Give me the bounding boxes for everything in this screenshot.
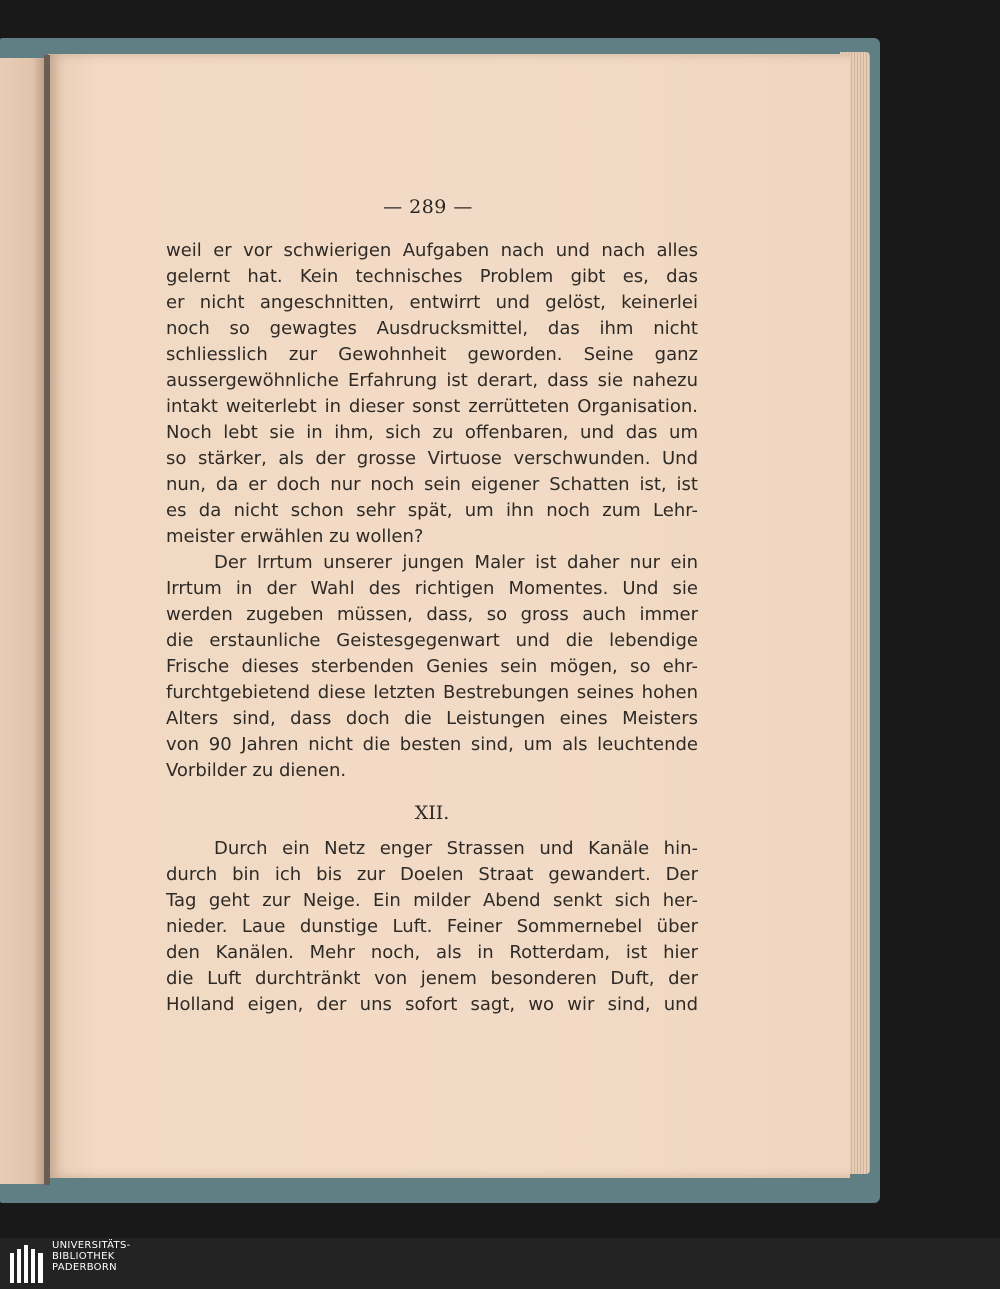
text-line: aussergewöhnliche Erfahrung ist derart, dass sie nahezu bbox=[166, 370, 698, 391]
text-line: die Luft durchtränkt von jenem besonderen Duft, der bbox=[166, 968, 698, 989]
text-line: gelernt hat. Kein technisches Problem gibt es, das bbox=[166, 266, 698, 287]
text-line: Noch lebt sie in ihm, sich zu offenbaren, und das um bbox=[166, 422, 698, 443]
text-line: werden zugeben müssen, dass, so gross auch immer bbox=[166, 604, 698, 625]
logo-line: BIBLIOTHEK bbox=[52, 1251, 115, 1262]
text-line: nieder. Laue dunstige Luft. Feiner Sommernebel über bbox=[166, 916, 698, 937]
logo-line: PADERBORN bbox=[52, 1262, 117, 1273]
text-line: noch so gewagtes Ausdrucksmittel, das ihm nicht bbox=[166, 318, 698, 339]
text-line: den Kanälen. Mehr noch, als in Rotterdam, ist hier bbox=[166, 942, 698, 963]
text-line: Alters sind, dass doch die Leistungen eines Meisters bbox=[166, 708, 698, 729]
library-logo-icon bbox=[10, 1243, 46, 1283]
text-line: weil er vor schwierigen Aufgaben nach und nach alles bbox=[166, 240, 698, 261]
paragraph-2 bbox=[166, 550, 698, 784]
text-line: furchtgebietend diese letzten Bestrebungen seines hohen bbox=[166, 682, 698, 703]
text-line: intakt weiterlebt in dieser sonst zerrütteten Organisation. bbox=[166, 396, 698, 417]
text-line: Der Irrtum unserer jungen Maler ist daher nur ein bbox=[214, 552, 698, 573]
paragraph-3 bbox=[166, 836, 698, 1018]
text-line: er nicht angeschnitten, entwirrt und gelöst, keinerlei bbox=[166, 292, 698, 313]
book-gutter bbox=[44, 55, 50, 1185]
left-page bbox=[0, 58, 46, 1184]
library-logo-text bbox=[52, 1240, 131, 1273]
text-line: nun, da er doch nur noch sein eigener Schatten ist, ist bbox=[166, 474, 698, 495]
text-line: Frische dieses sterbenden Genies sein mögen, so ehr- bbox=[166, 656, 698, 677]
page-text bbox=[166, 238, 698, 1018]
text-line: Irrtum in der Wahl des richtigen Momentes. Und sie bbox=[166, 578, 698, 599]
text-line: es da nicht schon sehr spät, um ihn noch zum Lehr- bbox=[166, 500, 698, 521]
paragraph-1 bbox=[166, 238, 698, 550]
logo-line: UNIVERSITÄTS- bbox=[52, 1240, 131, 1251]
text-line: meister erwählen zu wollen? bbox=[166, 526, 424, 547]
text-line: durch bin ich bis zur Doelen Straat gewandert. Der bbox=[166, 864, 698, 885]
page-number: — 289 — bbox=[383, 196, 473, 218]
text-line: Vorbilder zu dienen. bbox=[166, 760, 347, 781]
library-footer bbox=[0, 1238, 1000, 1289]
section-heading: XII. bbox=[414, 802, 450, 824]
text-line: Tag geht zur Neige. Ein milder Abend senkt sich her- bbox=[166, 890, 698, 911]
text-line: Holland eigen, der uns sofort sagt, wo wir sind, und bbox=[166, 994, 698, 1015]
text-line: die erstaunliche Geistesgegenwart und die lebendige bbox=[166, 630, 698, 651]
text-line: Durch ein Netz enger Strassen und Kanäle hin- bbox=[214, 838, 698, 859]
text-line: so stärker, als der grosse Virtuose verschwunden. Und bbox=[166, 448, 698, 469]
text-line: schliesslich zur Gewohnheit geworden. Seine ganz bbox=[166, 344, 698, 365]
text-line: von 90 Jahren nicht die besten sind, um als leuchtende bbox=[166, 734, 698, 755]
